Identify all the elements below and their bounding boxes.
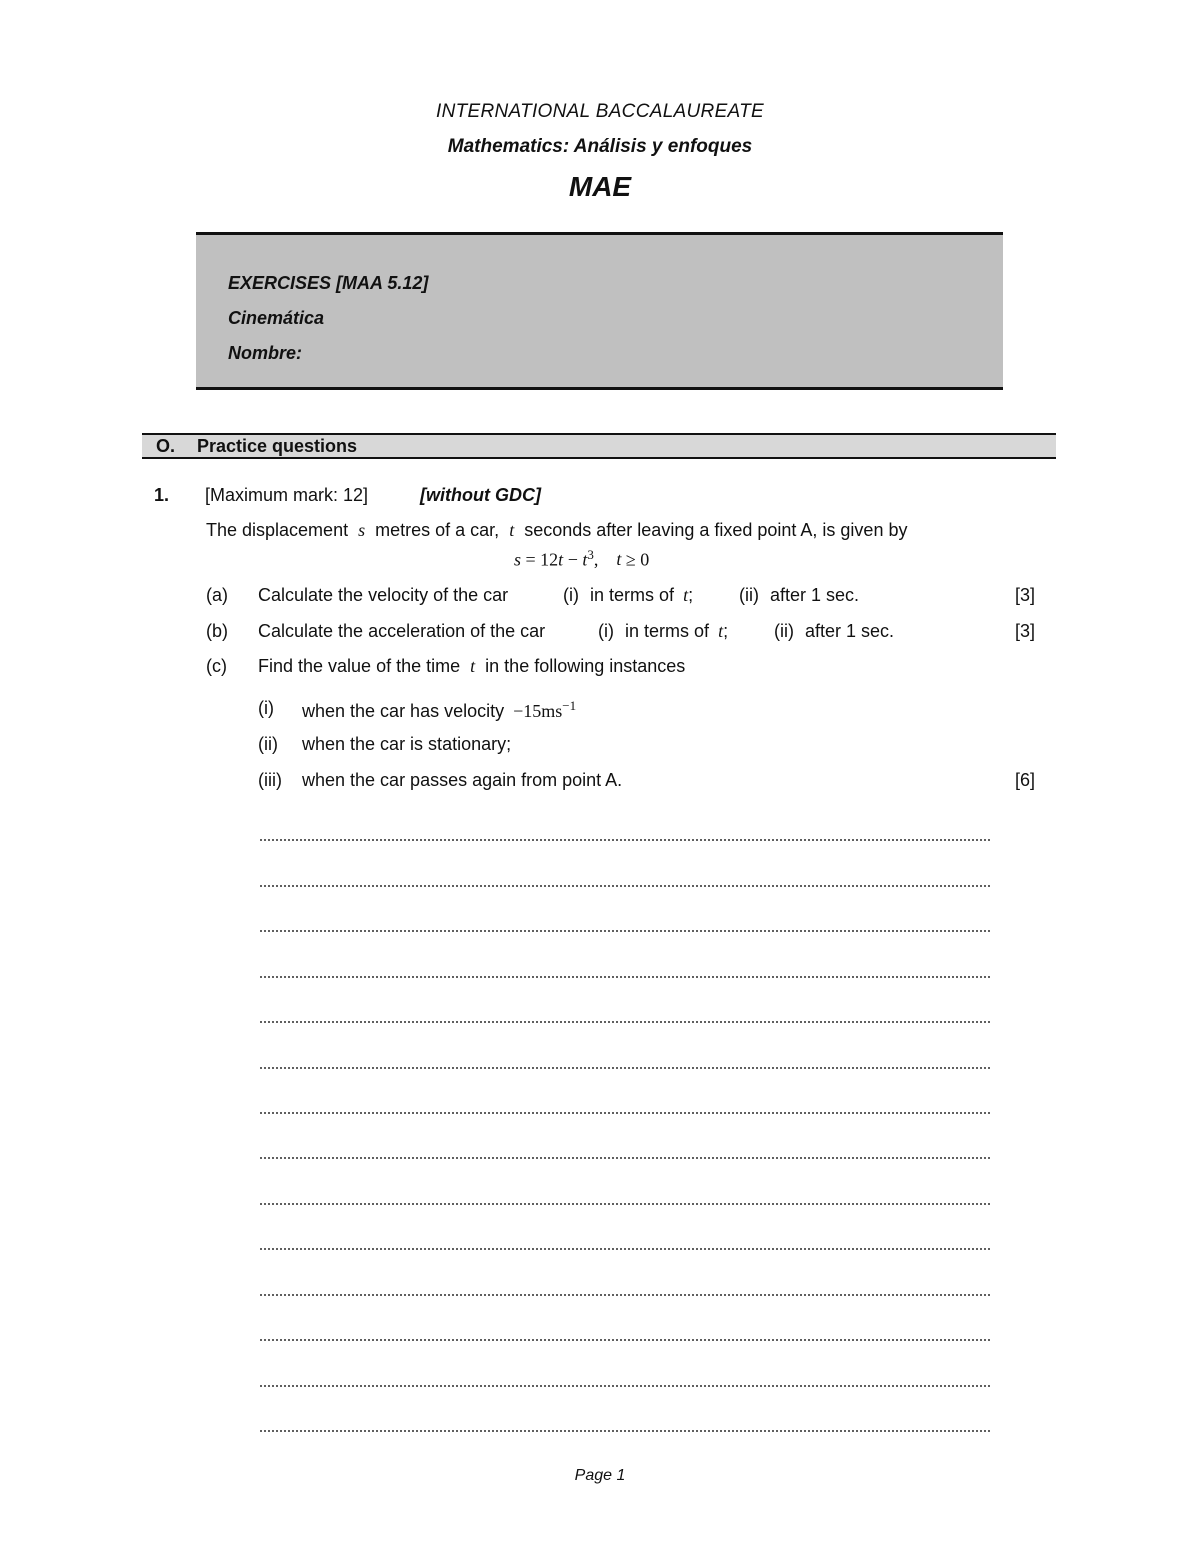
answer-line	[259, 1385, 990, 1387]
eq-comma: ,	[593, 549, 599, 570]
answer-line	[259, 1021, 990, 1023]
section-header	[142, 433, 1056, 459]
answer-line	[259, 976, 990, 978]
answer-line	[259, 1339, 990, 1341]
eq-equals: = 12	[521, 549, 559, 570]
part-a-text: Calculate the velocity of the car	[258, 585, 509, 605]
part-c-i-label: (i)	[258, 698, 274, 718]
part-a-marks: [3]	[1015, 585, 1036, 605]
part-b-ii-label: (ii)	[774, 621, 794, 641]
part-b-ii-text: after 1 sec.	[805, 621, 895, 641]
exercise-info-box	[196, 232, 1003, 390]
part-c-iii-text: when the car passes again from point A.	[302, 770, 623, 790]
question-number: 1.	[154, 485, 170, 505]
part-a-semicolon: ;	[688, 585, 694, 605]
subject-title: Mathematics: Análisis y enfoques	[447, 136, 753, 157]
eq-lhs: s	[514, 549, 522, 570]
part-c-iii-label: (iii)	[258, 770, 282, 790]
exercise-topic: Cinemática	[228, 308, 325, 328]
part-b-marks: [3]	[1015, 621, 1036, 641]
part-a-ii-text: after 1 sec.	[770, 585, 860, 605]
part-c-ii-text: when the car is stationary;	[302, 734, 512, 754]
course-code: MAE	[568, 171, 632, 202]
part-c-i-text	[302, 698, 576, 722]
answer-line	[259, 930, 990, 932]
part-a-var-t: t	[683, 585, 689, 605]
part-c-ii-label: (ii)	[258, 734, 278, 754]
answer-line	[259, 1430, 990, 1432]
part-c-marks: [6]	[1015, 770, 1036, 790]
eq-t1: t	[558, 549, 564, 570]
answer-line	[259, 1248, 990, 1250]
maximum-mark: [Maximum mark: 12]	[205, 485, 369, 505]
part-c-var-t: t	[470, 656, 476, 676]
institution-title: INTERNATIONAL BACCALAUREATE	[435, 101, 764, 122]
part-a-i	[563, 585, 693, 606]
intro-part3: seconds after leaving a fixed point A, is given by	[524, 520, 908, 540]
eq-t2: t	[582, 549, 588, 570]
eq-minus: −	[563, 549, 583, 570]
part-c-label: (c)	[206, 656, 227, 676]
eq-condition: ≥ 0	[621, 549, 650, 570]
var-s: s	[358, 520, 366, 540]
answer-line	[259, 1203, 990, 1205]
question-intro	[206, 520, 907, 541]
answer-line	[259, 885, 990, 887]
part-a-ii-label: (ii)	[739, 585, 759, 605]
gdc-note: [without GDC]	[420, 485, 541, 505]
part-a-i-text: in terms of	[590, 585, 675, 605]
page-number: Page 1	[574, 1467, 626, 1484]
part-b-i-label: (i)	[598, 621, 614, 641]
answer-line	[259, 1067, 990, 1069]
displacement-equation	[514, 547, 649, 570]
section-number: O.	[156, 436, 176, 456]
part-c-text1: Find the value of the time	[258, 656, 461, 676]
answer-line	[259, 1157, 990, 1159]
part-c-i-desc: when the car has velocity	[302, 701, 505, 721]
part-c-text	[258, 656, 685, 677]
part-a-label: (a)	[206, 585, 228, 605]
part-b-i-text: in terms of	[625, 621, 710, 641]
intro-part2: metres of a car,	[375, 520, 500, 540]
intro-part1: The displacement	[206, 520, 349, 540]
name-label: Nombre:	[228, 343, 303, 363]
part-b-label: (b)	[206, 621, 228, 641]
part-a-i-label: (i)	[563, 585, 579, 605]
part-b-ii	[774, 621, 894, 642]
eq-exponent: 3	[587, 547, 594, 562]
part-a-ii	[739, 585, 859, 606]
part-b-semicolon: ;	[723, 621, 729, 641]
eq-t3: t	[616, 549, 622, 570]
exercise-code: EXERCISES [MAA 5.12]	[228, 273, 429, 293]
var-t: t	[509, 520, 515, 540]
part-b-i	[598, 621, 728, 642]
answer-line	[259, 1112, 990, 1114]
section-title: Practice questions	[197, 436, 358, 456]
answer-line	[259, 1294, 990, 1296]
part-b-text: Calculate the acceleration of the car	[258, 621, 546, 641]
answer-line	[259, 839, 990, 841]
part-c-text2: in the following instances	[485, 656, 686, 676]
velocity-value: −15ms	[513, 701, 563, 721]
part-b-var-t: t	[718, 621, 724, 641]
velocity-unit-exponent: −1	[562, 698, 577, 713]
